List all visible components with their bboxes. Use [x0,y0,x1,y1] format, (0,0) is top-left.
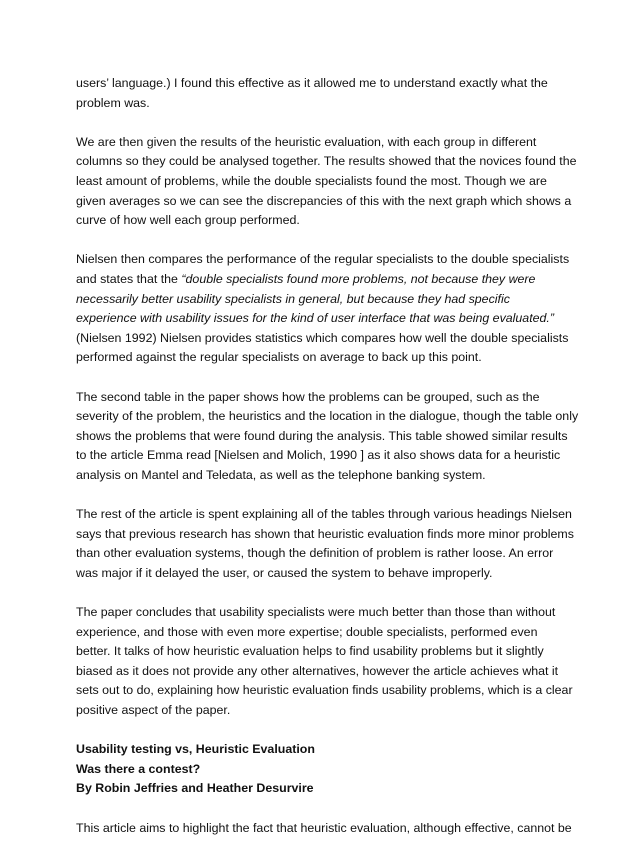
text-line: severity of the problem, the heuristics and the location in the dialogue, though the table only [76,409,579,424]
text-run: and states that the [76,271,182,286]
text-line [76,290,596,310]
text-line: shows the problems that were found during the analysis. This table showed similar results [76,428,568,443]
text-line: biased as it does not provide any other alternatives, however the article achieves what it [76,663,559,678]
text-line: The rest of the article is spent explaining all of the tables through various headings Nielsen [76,507,572,522]
text-line: columns so they could be analysed together. The results showed that the novices found the [76,154,577,169]
section-authors: By Robin Jeffries and Heather Desurvire [76,781,314,796]
text-line: The second table in the paper shows how the problems can be grouped, such as the [76,389,540,404]
paragraph-7 [76,819,596,839]
text-line: sets out to do, explaining how heuristic evaluation finds usability problems, which is a clear [76,683,573,698]
text-line: least amount of problems, while the double specialists found the most. Though we are [76,173,547,188]
document-page [76,74,596,858]
section-title: Usability testing vs, Heuristic Evaluation [76,742,315,757]
text-line: to the article Emma read [Nielsen and Molich, 1990 ] as it also shows data for a heuristic [76,448,561,463]
text-line: This article aims to highlight the fact that heuristic evaluation, although effective, cannot be [76,820,572,835]
text-line: given averages so we can see the discrepancies of this with the next graph which shows a [76,193,572,208]
paragraph-1 [76,74,596,113]
text-line: curve of how well each group performed. [76,213,300,228]
text-line: Nielsen then compares the performance of the regular specialists to the double specialists [76,252,570,267]
text-line [76,270,596,290]
text-line [76,309,596,329]
text-line: better. It talks of how heuristic evaluation helps to find usability problems but it slightly [76,644,544,659]
text-line: performed against the regular specialists on average to back up this point. [76,350,482,365]
paragraph-3 [76,250,596,368]
text-line: than other evaluation systems, though the definition of problem is rather loose. An error [76,546,554,561]
text-line: says that previous research has shown that heuristic evaluation finds more minor problems [76,526,574,541]
text-line: The paper concludes that usability specialists were much better than those than without [76,605,556,620]
text-line: (Nielsen 1992) Nielsen provides statistics which compares how well the double specialists [76,330,569,345]
paragraph-6 [76,603,596,721]
paragraph-2 [76,133,596,231]
paragraph-5 [76,505,596,583]
text-line: We are then given the results of the heuristic evaluation, with each group in different [76,134,537,149]
text-line: positive aspect of the paper. [76,703,231,717]
text-line: users’ language.) I found this effective as it allowed me to understand exactly what the [76,76,548,90]
quote-text: experience with usability issues for the kind of user interface that was being evaluated.” [76,311,554,326]
text-line: experience, and those with even more expertise; double specialists, performed even [76,624,538,639]
paragraph-4 [76,388,596,486]
section-subtitle: Was there a contest? [76,761,201,776]
quote-text: “double specialists found more problems, not because they were [181,271,536,286]
section-heading [76,740,596,799]
text-line: problem was. [76,95,150,110]
text-line: analysis on Mantel and Teledata, as well as the telephone banking system. [76,467,486,482]
text-line: was major if it delayed the user, or caused the system to behave improperly. [76,565,493,580]
quote-text: necessarily better usability specialists in general, but because they had specific [76,291,510,306]
